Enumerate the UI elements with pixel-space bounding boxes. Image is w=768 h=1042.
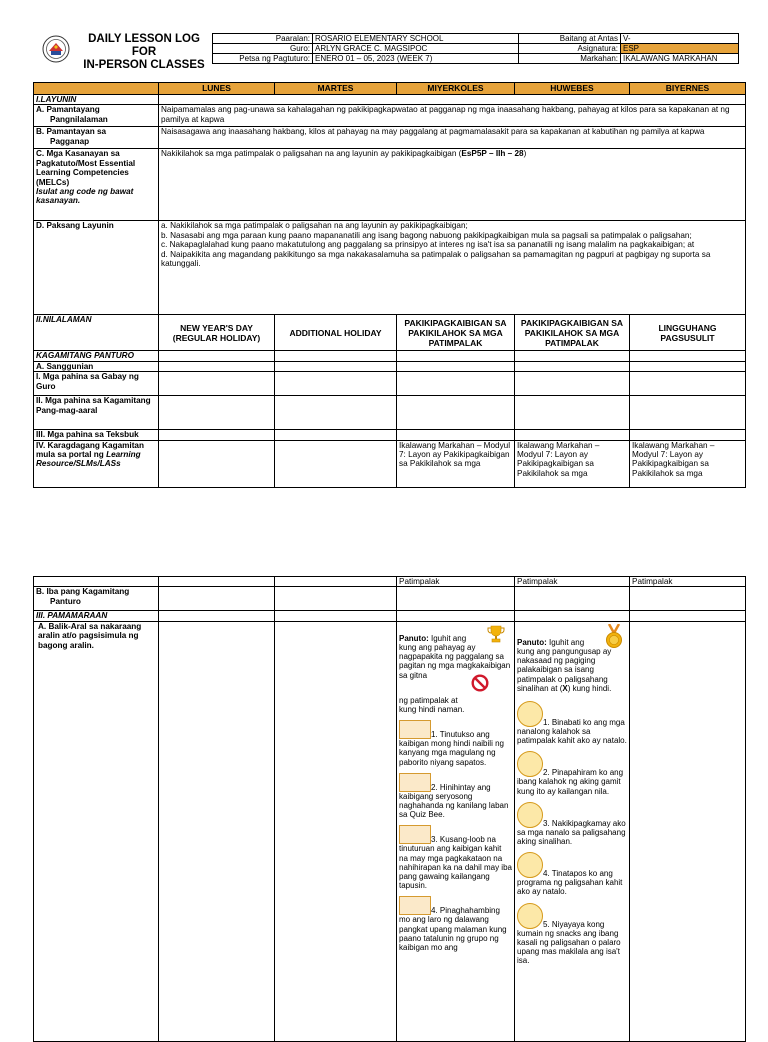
label-pamantayang-pangnilalaman: A. Pamantayang Pangnilalaman [34,105,159,127]
markahan-label: Markahan: [519,54,621,64]
nilalaman-lunes: NEW YEAR'S DAY (REGULAR HOLIDAY) [159,315,275,351]
header-info-table [212,33,739,64]
label-karagdagang-kagamitan: IV. Karagdagang Kagamitan mula sa portal ng Learning Resource/SLMs/LASs [34,440,159,487]
guro-label: Guro: [213,44,313,54]
h-item-3: 3. Nakikipagkamay ako sa mga nanalo sa paligsahang aking sinalihan. [517,802,627,846]
answer-box [399,720,431,739]
day-header-miyerkoles: MIYERKOLES [397,83,515,95]
w-item-2: 2. Hinihintay ang kaibigang seryosong naghahanda ng kanilang laban sa Quiz Bee. [399,773,512,820]
day-header-huwebes: HUWEBES [515,83,630,95]
nilalaman-miyerkoles: PAKIKIPAGKAIBIGAN SA PAKIKILAHOK SA MGA PATIMPALAK [397,315,515,351]
h-item-5: 5. Niyayaya kong kumain ng snacks ang ibang kasali ng paligsahan o palaro upang mas makilala ang isa't isa. [517,903,627,966]
corner-cell [34,83,159,95]
text-mga-kasanayan: Nakikilahok sa mga patimpalak o paligsahan na ang layunin ay pakikipagkaibigan (EsP5P – IIh – 28) [159,149,746,221]
h-item-1: 1. Binabati ko ang mga nanalong kalahok sa patimpalak kahit ako ay natalo. [517,701,627,745]
h-item-4: 4. Tinatapos ko ang programa ng paligsahan kahit ako ay natalo. [517,852,627,896]
answer-box [399,896,431,915]
text-pamantayan-sa-pagganap: Naisasagawa ang inaasahang hakbang, kilos at pahayag na may paggalang at pagmamalasakit para sa kapakanan at kabutihan ng pamilya at kapwa [159,127,746,149]
label-pamantayan-sa-pagganap: B. Pamantayan sa Pagganap [34,127,159,149]
label-gabay-ng-guro: I. Mga pahina sa Gabay ng Guro [34,372,159,396]
resource-cont-huwebes: Patimpalak [515,577,630,587]
label-paksang-layunin: D. Paksang Layunin [34,221,159,315]
prohibited-icon [471,674,489,694]
activity-huwebes: Panuto: Iguhit ang kung ang pangungusap ay nakasaad ng pagiging palakaibigan sa isang patimpalak o paligsahang sinalihan at (X) kung hindi. 1. Binabati ko ang mga nanalong kalahok sa patimpalak kahit ako ay natalo. 2. Pinapahiram ko ang ibang kalahok ng aking gamit kung ito ay kailangan nila. 3. Nakikipagkamay ako sa mga nanalo sa paligsahang aking sinalihan. 4. Tinatapos ko ang programa ng paligsahan kahit ako ay natalo. 5. Niyayaya kong kumain ng snacks ang ibang kasali ng paligsahan o palaro upang mas makilala ang isa't isa. [515,621,630,1041]
lesson-log-table-page-2 [33,576,746,1042]
answer-circle [517,802,543,828]
medal-icon [605,624,623,652]
title-line-2: IN-PERSON CLASSES [83,59,205,71]
deped-seal-icon [42,35,70,63]
resource-cont-biyernes: Patimpalak [630,577,746,587]
label-sanggunian: A. Sanggunian [34,361,159,371]
nilalaman-martes: ADDITIONAL HOLIDAY [275,315,397,351]
w-item-3: 3. Kusang-loob na tinuturuan ang kaibigan kahit na may mga pagkakataon na nahihirapan ka na dahil may iba pang gawaing kailangang tapusin. [399,825,512,890]
w-item-1: 1. Tinutukso ang kaibigan mong hindi naibili ng kanyang mga magulang ng paborito niyang sapatos. [399,720,512,767]
baitang-value: V- [621,34,739,44]
asignatura-label: Asignatura: [519,44,621,54]
label-iba-pang-kagamitan: B. Iba pang Kagamitang Panturo [34,587,159,611]
baitang-label: Baitang at Antas [519,34,621,44]
label-kagamitang-pang-mag-aaral: II. Mga pahina sa Kagamitang Pang-mag-aaral [34,396,159,430]
section-nilalaman: II.NILALAMAN [34,315,159,351]
petsa-value: ENERO 01 – 05, 2023 (WEEK 7) [313,54,519,64]
markahan-value: IKALAWANG MARKAHAN [621,54,739,64]
day-header-martes: MARTES [275,83,397,95]
h-item-2: 2. Pinapahiram ko ang ibang kalahok ng aking gamit kung ito ay kailangan nila. [517,751,627,795]
answer-circle [517,903,543,929]
document-title [76,33,212,72]
answer-circle [517,701,543,727]
resource-miyerkoles: Ikalawang Markahan – Modyul 7: Layon ay Pakikipagkaibigan sa Pakikilahok sa mga [397,440,515,487]
petsa-label: Petsa ng Pagtuturo: [213,54,313,64]
answer-box [399,773,431,792]
asignatura-value: ESP [621,44,739,54]
title-line-1: DAILY LESSON LOG FOR [88,33,200,58]
answer-circle [517,751,543,777]
text-pamantayang-pangnilalaman: Naipamamalas ang pag-unawa sa kahalagahan ng pakikipagkapwatao at pagganap ng mga inaasahang hakbang, pahayag at kilos para sa kapakanan at ng pamilya at kapwa [159,105,746,127]
label-teksbuk: III. Mga pahina sa Teksbuk [34,430,159,440]
nilalaman-biyernes: LINGGUHANG PAGSUSULIT [630,315,746,351]
resource-cont-miyerkoles: Patimpalak [397,577,515,587]
resource-huwebes: Ikalawang Markahan – Modyul 7: Layon ay Pakikipagkaibigan sa Pakikilahok sa mga [515,440,630,487]
resource-biyernes: Ikalawang Markahan – Modyul 7: Layon ay Pakikipagkaibigan sa Pakikilahok sa mga [630,440,746,487]
day-header-lunes: LUNES [159,83,275,95]
trophy-icon [486,624,506,646]
label-mga-kasanayan: C. Mga Kasanayan sa Pagkatuto/Most Essential Learning Competencies (MELCs) Isulat ang code ng bawat kasanayan. [34,149,159,221]
section-layunin: I.LAYUNIN [34,95,159,105]
paaralan-value: ROSARIO ELEMENTARY SCHOOL [313,34,519,44]
section-pamamaraan: III. PAMAMARAAN [34,611,159,621]
activity-miyerkoles: Panuto: Iguhit ang kung ang pahayag ay nagpapakita ng paggalang sa pagitan ng mga magkakaibigan sa gitna ng patimpalak at kung hindi naman. 1. Tinutukso ang kaibigan mong hindi naibili ng kanyang mga magulang ng paborito niyang sapatos. 2. Hinihintay ang kaibigang seryosong naghahanda ng kanilang laban sa Quiz Bee. 3. Kusang-loob na tinuturuan ang kaibigan kahit na may mga pagkakataon na nahihirapan ka na dahil may iba pang gawaing kailangang tapusin. 4. Pinaghahambing mo ang laro ng dalawang pangkat upang malaman kung paano tatalunin ng grupo ng kaibigan mo ang [397,621,515,1041]
lesson-log-table-page-1 [33,82,746,488]
nilalaman-huwebes: PAKIKIPAGKAIBIGAN SA PAKIKILAHOK SA MGA PATIMPALAK [515,315,630,351]
paaralan-label: Paaralan: [213,34,313,44]
label-balik-aral: A. Balik-Aral sa nakaraang aralin at/o pagsisimula ng bagong aralin. [34,621,159,1041]
guro-value: ARLYN GRACE C. MAGSIPOC [313,44,519,54]
day-header-biyernes: BIYERNES [630,83,746,95]
answer-circle [517,852,543,878]
section-kagamitang-panturo: KAGAMITANG PANTURO [34,351,159,361]
text-paksang-layunin: a. Nakikilahok sa mga patimpalak o paligsahan na ang layunin ay pakikipagkaibigan; b. Nasasabi ang mga paraan kung paano mapananatili ang isang bagong nabuong pakikipagkaibigan mula sa pagsali sa patimpalak o paligsahan; c. Nakapaglalahad kung paano makatutulong ang paggalang sa prinsipyo at interes ng isa't isa sa pananatili ng isang malalim na pagkakaibigan; at d. Naipakikita ang magandang pakikitungo sa mga nakakasalamuha sa patimpalak o paligsahan sa pamamagitan ng pagpuri at pagbigay ng suporta sa katunggali. [159,221,746,315]
answer-box [399,825,431,844]
w-item-4: 4. Pinaghahambing mo ang laro ng dalawang pangkat upang malaman kung paano tatalunin ng grupo ng kaibigan mo ang [399,896,512,952]
